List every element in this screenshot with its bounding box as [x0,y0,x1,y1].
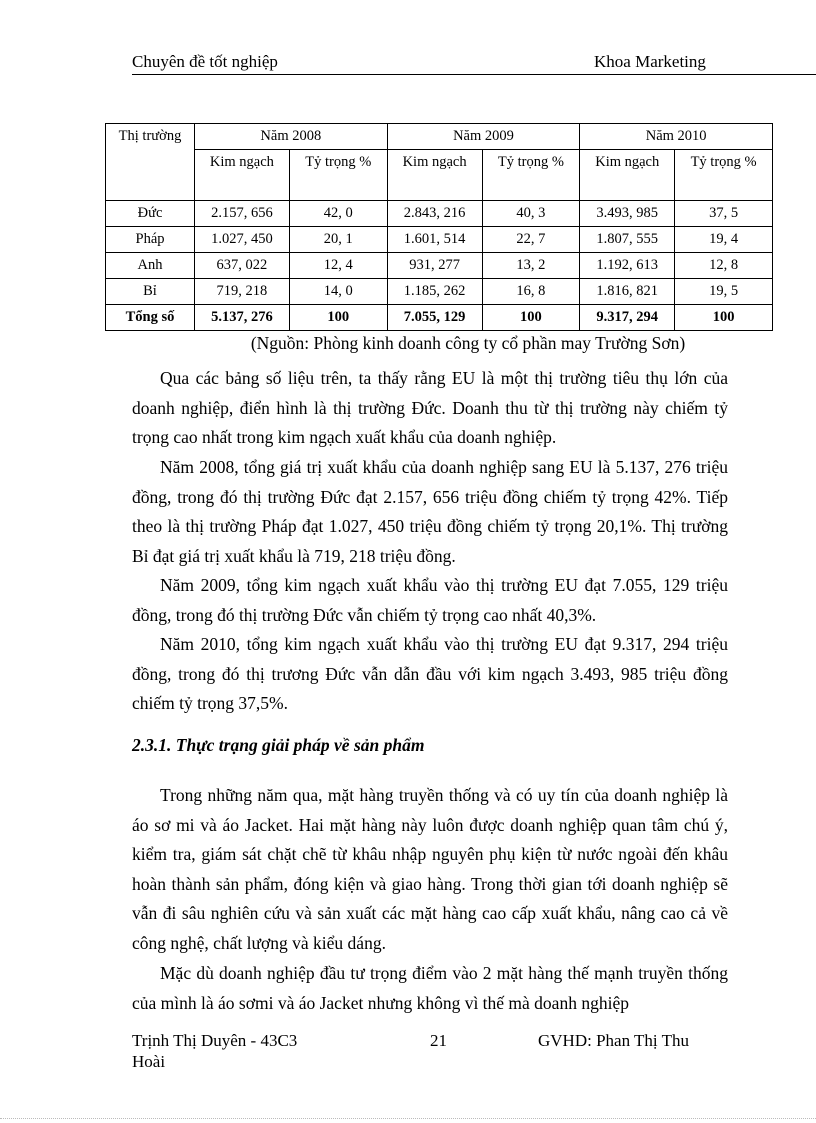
cell-value: 719, 218 [195,279,290,305]
paragraph-text: Năm 2008, tổng giá trị xuất khẩu của doanh nghiệp sang EU là 5.137, 276 triệu đồng, trong đó thị trường Đức đạt 2.157, 656 triệu đồng chiếm tỷ trọng 42%. Tiếp theo là thị trường Pháp đạt 1.027, 450 triệu đồng chiếm tỷ trọng 20,1%. Thị trường Bỉ đạt giá trị xuất khẩu là 719, 218 triệu đồng. [132,457,728,566]
page-number: 21 [430,1031,447,1050]
export-table [105,123,773,331]
table-row [106,227,773,253]
cell-market: Bỉ [106,279,195,305]
table-row [106,201,773,227]
cell-market: Pháp [106,227,195,253]
page-edge-divider [0,1118,816,1119]
header-left: Chuyên đề tốt nghiệp [132,52,278,71]
paragraph-text: Qua các bảng số liệu trên, ta thấy rằng EU là một thị trường tiêu thụ lớn của doanh nghiệp, điển hình là thị trường Đức. Doanh thu từ thị trường này chiếm tỷ trọng cao nhất trong kim ngạch xuất khẩu của doanh nghiệp. [132,368,728,447]
cell-value: 1.192, 613 [580,253,675,279]
cell-share: 22, 7 [482,227,580,253]
cell-value: 1.601, 514 [387,227,482,253]
cell-value: 1.027, 450 [195,227,290,253]
paragraph [132,453,728,571]
cell-value: 5.137, 276 [195,305,290,331]
cell-share: 16, 8 [482,279,580,305]
cell-share: 19, 5 [675,279,773,305]
sub-header-value: Kim ngạch [580,150,675,201]
footer-advisor-wrap: Hoài [132,1052,166,1071]
cell-value: 2.843, 216 [387,201,482,227]
cell-share: 14, 0 [289,279,387,305]
cell-share: 37, 5 [675,201,773,227]
cell-value: 1.185, 262 [387,279,482,305]
cell-market: Tổng số [106,305,195,331]
table-row [106,279,773,305]
table-source: (Nguồn: Phòng kinh doanh công ty cổ phần may Trường Sơn) [250,333,686,353]
cell-value: 1.807, 555 [580,227,675,253]
paragraph [132,630,728,719]
year-header: Năm 2010 [580,124,773,150]
page-header [132,52,816,75]
cell-value: 1.816, 821 [580,279,675,305]
cell-share: 12, 4 [289,253,387,279]
cell-value: 931, 277 [387,253,482,279]
cell-share: 42, 0 [289,201,387,227]
table-total-row [106,305,773,331]
cell-share: 100 [482,305,580,331]
section-heading: 2.3.1. Thực trạng giải pháp về sản phẩm [132,735,425,755]
paragraph [132,571,728,630]
cell-share: 13, 2 [482,253,580,279]
footer-advisor: GVHD: Phan Thị Thu [538,1031,689,1050]
paragraph-text: Năm 2009, tổng kim ngạch xuất khẩu vào thị trường EU đạt 7.055, 129 triệu đồng, trong đó thị trường Đức vẫn chiếm tỷ trọng cao nhất 40,3%. [132,575,728,625]
table-header-row [106,124,773,150]
sub-header-share: Tỷ trọng % [675,150,773,201]
cell-value: 7.055, 129 [387,305,482,331]
sub-header-share: Tỷ trọng % [289,150,387,201]
cell-share: 100 [289,305,387,331]
paragraph-text: Mặc dù doanh nghiệp đầu tư trọng điểm vào 2 mặt hàng thế mạnh truyền thống của mình là áo sơmi và áo Jacket nhưng không vì thế mà doanh nghiệp [132,963,728,1013]
table-subheader-row [106,150,773,201]
cell-value: 3.493, 985 [580,201,675,227]
cell-share: 40, 3 [482,201,580,227]
cell-share: 12, 8 [675,253,773,279]
sub-header-share: Tỷ trọng % [482,150,580,201]
header-right: Khoa Marketing [594,52,706,71]
cell-market: Đức [106,201,195,227]
cell-value: 637, 022 [195,253,290,279]
sub-header-value: Kim ngạch [195,150,290,201]
cell-share: 20, 1 [289,227,387,253]
paragraph [132,781,728,958]
year-header: Năm 2009 [387,124,580,150]
market-header: Thị trường [106,124,195,201]
paragraph-text: Năm 2010, tổng kim ngạch xuất khẩu vào thị trường EU đạt 9.317, 294 triệu đồng, trong đó thị trương Đức vẫn dẫn đầu với kim ngạch 3.493, 985 triệu đồng chiếm tỷ trọng 37,5%. [132,634,728,713]
paragraph [132,959,728,1018]
footer-author: Trịnh Thị Duyên - 43C3 [132,1031,298,1050]
paragraph [132,364,728,453]
cell-market: Anh [106,253,195,279]
cell-value: 2.157, 656 [195,201,290,227]
sub-header-value: Kim ngạch [387,150,482,201]
paragraph-text: Trong những năm qua, mặt hàng truyền thống và có uy tín của doanh nghiệp là áo sơ mi và áo Jacket. Hai mặt hàng này luôn được doanh nghiệp quan tâm chú ý, kiểm tra, giám sát chặt chẽ từ khâu nhập nguyên phụ kiện từ nước ngoài đến khâu hoàn thành sản phẩm, đóng kiện và giao hàng. Trong thời gian tới doanh nghiệp sẽ vẫn đi sâu nghiên cứu và sản xuất các mặt hàng cao cấp xuất khẩu, nâng cao cả về công nghệ, chất lượng và kiểu dáng. [132,785,728,953]
year-header: Năm 2008 [195,124,388,150]
cell-share: 19, 4 [675,227,773,253]
cell-value: 9.317, 294 [580,305,675,331]
table-row [106,253,773,279]
cell-share: 100 [675,305,773,331]
